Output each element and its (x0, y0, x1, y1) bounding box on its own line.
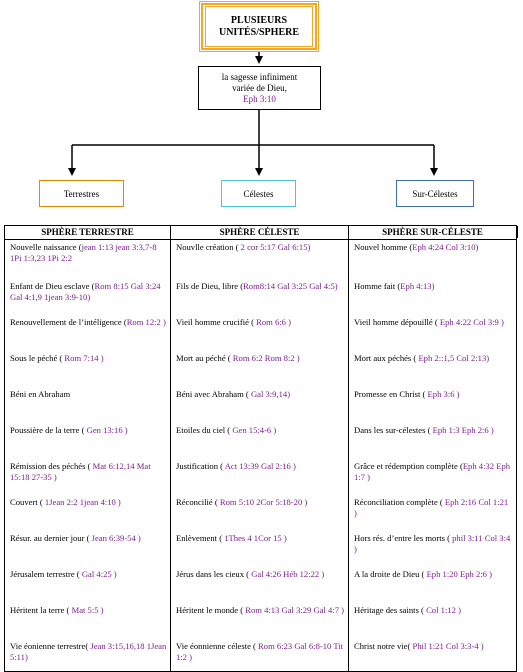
table-header-row (5, 226, 517, 240)
cell-text: Béni avec Abraham ( (176, 389, 251, 399)
cell-text: Couvert ( (10, 497, 45, 507)
table-cell (349, 315, 517, 351)
table-row (5, 387, 517, 423)
table-cell (349, 531, 517, 567)
category-surcelestes (396, 180, 474, 207)
cell-text: Christ notre vie( (354, 641, 413, 651)
cell-text: Vieil homme dépouillé ( (354, 317, 440, 327)
header-celeste: SPHÈRE CÉLESTE (171, 226, 349, 240)
cell-text: Jérus dans les cieux ( (176, 569, 252, 579)
cell-reference: Eph 4:32 Eph 1:7 ) (354, 461, 511, 482)
table-cell (5, 423, 171, 459)
cell-text: Réconciliation complète ( (354, 497, 445, 507)
table-row (5, 531, 517, 567)
table-cell (5, 603, 171, 639)
cell-reference: Act 13:39 Gal 2:16 ) (224, 461, 296, 471)
cell-text: Nouvelle naissance ( (10, 242, 82, 252)
cell-text: Grâce et rédemption complète ( (354, 461, 463, 471)
cell-reference: Rom 5:10 2Cor 5:18-20 ) (219, 497, 308, 507)
cell-text: Enlèvement ( (176, 533, 225, 543)
table-row (5, 495, 517, 531)
cell-text: Mort au péché ( (176, 353, 233, 363)
cell-text: Promesse en Christ ( (354, 389, 428, 399)
cell-text: Mort aux péchés ( (354, 353, 419, 363)
category-terrestres-label: Terrestres (63, 188, 100, 199)
cell-reference: Eph 2:16 Col 1:21 ) (354, 497, 509, 518)
table-cell (5, 315, 171, 351)
cell-reference: Gal 4:25 ) (81, 569, 117, 579)
cell-reference: 1Jean 2:2 1jean 4:10 ) (44, 497, 121, 507)
table-row (5, 603, 517, 639)
table-row (5, 315, 517, 351)
table-cell (5, 639, 171, 672)
cell-reference: Rom 6:23 Gal 6:8-10 Tit 1:2 ) (176, 641, 344, 662)
table-row (5, 423, 517, 459)
category-celestes-label: Célestes (243, 188, 274, 199)
table-cell (5, 567, 171, 603)
cell-text: Jérusalem terrestre ( (10, 569, 82, 579)
cell-text: Vieil homme crucifié ( (176, 317, 257, 327)
cell-text: Résur. au dernier jour ( (10, 533, 92, 543)
cell-text: A la droite de Dieu ( (354, 569, 427, 579)
cell-text: Béni en Abraham (10, 389, 71, 399)
table-cell (349, 567, 517, 603)
table-cell (5, 387, 171, 423)
table-row (5, 567, 517, 603)
cell-text: Etoiles du ciel ( (176, 425, 233, 435)
table-cell (349, 459, 517, 495)
table-cell (349, 603, 517, 639)
cell-reference: Eph 1:20 Eph 2:6 ) (426, 569, 492, 579)
table-cell (171, 603, 349, 639)
cell-text: Homme fait ( (354, 281, 401, 291)
cell-text: Sous le péché ( (10, 353, 65, 363)
cell-text: Vie éonienne terrestre( (10, 641, 91, 651)
cell-text: Rémission des péchés ( (10, 461, 93, 471)
cell-text: Fils de Dieu, libre ( (176, 281, 244, 291)
cell-reference: Rom 8:15 Gal 3:24 Gal 4:1,9 1jean 3:9-10) (10, 281, 161, 302)
table-cell (5, 495, 171, 531)
cell-text: Héritent la terre ( (10, 605, 72, 615)
cell-reference: 2 cor 5:17 Gal 6:15) (240, 242, 311, 252)
category-terrestres (39, 180, 124, 207)
cell-reference: phil 3:11 Col 3:4 ) (354, 533, 511, 554)
header-terrestre: SPHÈRE TERRESTRE (5, 226, 171, 240)
cell-reference: Gen 13:16 ) (86, 425, 128, 435)
table-row (5, 459, 517, 495)
cell-text: Héritent le monde ( (176, 605, 246, 615)
cell-reference: Gen 15:4-6 ) (232, 425, 277, 435)
table-cell (171, 279, 349, 315)
table-cell (349, 387, 517, 423)
cell-reference: Eph 3:6 ) (427, 389, 460, 399)
spheres-table (4, 225, 517, 672)
table-cell (349, 423, 517, 459)
table-cell (171, 531, 349, 567)
table-edge-mark (517, 226, 518, 238)
table-cell (5, 240, 171, 280)
table-body (5, 240, 517, 672)
title-line-1: PLUSIEURS (230, 14, 288, 26)
cell-reference: Eph 2::1,5 Col 2:13) (418, 353, 490, 363)
cell-text: Héritage des saints ( (354, 605, 427, 615)
cell-reference: Rom 6:6 ) (256, 317, 291, 327)
table-row (5, 351, 517, 387)
wisdom-line-2: variée de Dieu, (232, 82, 287, 93)
cell-text: Nouvlle création ( (176, 242, 241, 252)
table-cell (171, 423, 349, 459)
table-cell (171, 495, 349, 531)
table-cell (5, 351, 171, 387)
cell-text: Renouvellement de l’intéligence ( (10, 317, 127, 327)
cell-reference: Rom8:14 Gal 3:25 Gal 4:5) (243, 281, 338, 291)
cell-reference: Phil 1:21 Col 3:3-4 ) (412, 641, 484, 651)
table-cell (171, 351, 349, 387)
table-cell (171, 240, 349, 280)
table-cell (349, 639, 517, 672)
table-cell (171, 639, 349, 672)
table-cell (171, 315, 349, 351)
cell-text: Nouvel homme ( (354, 242, 413, 252)
cell-reference: Rom 7:14 ) (64, 353, 104, 363)
table-cell (349, 351, 517, 387)
cell-reference: Mat 6:12,14 Mat 15:18 27-35 ) (10, 461, 151, 482)
cell-text: Enfant de Dieu esclave ( (10, 281, 95, 291)
cell-reference: Mat 5:5 ) (71, 605, 104, 615)
cell-reference: Jean 6:39-54 ) (91, 533, 141, 543)
wisdom-box (198, 66, 321, 110)
table-row (5, 639, 517, 672)
wisdom-line-1: la sagesse infiniment (221, 71, 298, 82)
table-cell (349, 240, 517, 280)
table-row (5, 240, 517, 280)
table-cell (5, 531, 171, 567)
table-cell (171, 459, 349, 495)
cell-reference: Gal 4:26 Héb 12:22 ) (251, 569, 325, 579)
cell-reference: Jean 3:15,16,18 1Jean 5:11) (10, 641, 167, 662)
category-surcelestes-label: Sur-Célestes (412, 188, 458, 199)
cell-text: Hors rés. d’entre les morts ( (354, 533, 453, 543)
table-cell (349, 495, 517, 531)
header-sur-celeste: SPHÈRE SUR-CÉLESTE (349, 226, 517, 240)
cell-text: Vie éonnienne céleste ( (176, 641, 259, 651)
cell-reference: Eph 4:24 Col 3:10) (412, 242, 479, 252)
cell-reference: Rom 6:2 Rom 8:2 ) (232, 353, 300, 363)
cell-text: Poussière de la terre ( (10, 425, 87, 435)
cell-reference: Rom 4:13 Gal 3:29 Gal 4:7 ) (245, 605, 345, 615)
cell-text: Réconcilié ( (176, 497, 220, 507)
table-cell (5, 459, 171, 495)
cell-reference: Rom 12:2 ) (126, 317, 166, 327)
category-celestes (221, 180, 296, 207)
cell-reference: Eph 4:13) (400, 281, 435, 291)
table-cell (349, 279, 517, 315)
table-cell (171, 387, 349, 423)
table-cell (171, 567, 349, 603)
cell-text: Justification ( (176, 461, 225, 471)
table-row (5, 279, 517, 315)
cell-reference: Col 1:12 ) (426, 605, 461, 615)
cell-reference: jean 1:13 jean 3:3,7-8 1Pi 1:3,23 1Pi 2:2 (10, 242, 157, 263)
cell-reference: Eph 4:22 Col 3:9 ) (439, 317, 504, 327)
wisdom-ref: Eph 3:10 (243, 93, 276, 104)
cell-text: Dans les sur-célestes ( (354, 425, 433, 435)
table-cell (5, 279, 171, 315)
cell-reference: Eph 1:3 Eph 2:6 ) (432, 425, 494, 435)
cell-reference: 1Thes 4 1Cor 15 ) (224, 533, 287, 543)
cell-reference: Gal 3:9,14) (250, 389, 291, 399)
title-line-2: UNITÉS/SPHERE (218, 26, 300, 38)
